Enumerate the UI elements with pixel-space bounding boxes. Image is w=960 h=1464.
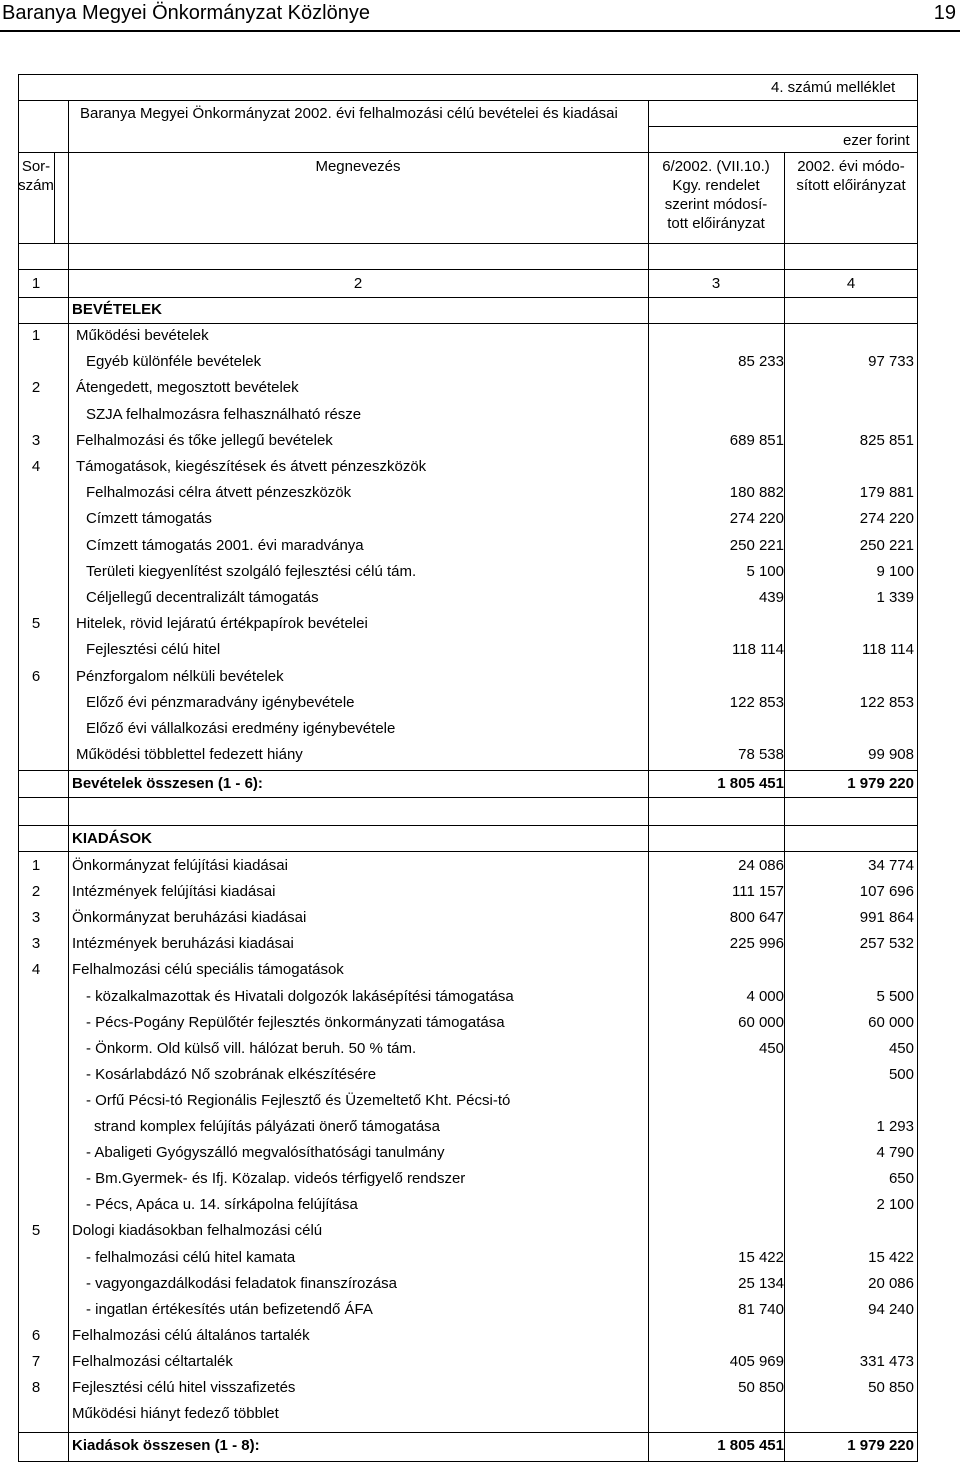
row-label: Működési többlettel fedezett hiány: [76, 746, 303, 764]
row-value-modified: 331 473: [859, 1352, 914, 1370]
expenditure-row: [0, 1401, 960, 1427]
row-label: Intézmények felújítási kiadásai: [72, 883, 276, 901]
row-label: Előző évi vállalkozási eredmény igénybevétele: [86, 720, 396, 737]
row-value-modified: 257 532: [859, 935, 914, 953]
row-value-modified: 60 000: [868, 1013, 914, 1031]
row-value-modified: 250 221: [859, 536, 914, 554]
row-number: 3: [31, 431, 41, 449]
document-title: Baranya Megyei Önkormányzat 2002. évi felhalmozási célú bevételei és kiadásai: [80, 105, 618, 122]
col-header-name: Megnevezés: [315, 158, 401, 175]
expenditure-row: [0, 1062, 960, 1088]
expenditure-row: [0, 1245, 960, 1271]
row-label: Felhalmozási céltartalék: [72, 1352, 233, 1370]
row-value-original: 15 422: [738, 1248, 784, 1266]
row-value-modified: 122 853: [859, 693, 914, 711]
row-label: Pénzforgalom nélküli bevételek: [76, 667, 284, 685]
expenditure-row: [0, 879, 960, 905]
col-header-no-2: szám: [18, 177, 54, 194]
row-value-original: 122 853: [729, 693, 784, 711]
row-value-modified: 107 696: [859, 883, 914, 901]
expenditure-row: [0, 1010, 960, 1036]
row-value-original: 1 805 451: [717, 1437, 784, 1454]
expenditure-total-row: [0, 1433, 960, 1459]
col-header-4-line2: sított előirányzat: [796, 177, 906, 194]
row-value-original: 180 882: [729, 484, 784, 502]
expenditure-row: [0, 984, 960, 1010]
revenue-total-row: [0, 771, 960, 797]
row-label: Bevételek összesen (1 - 6):: [72, 775, 263, 792]
row-label: - Pécs, Apáca u. 14. sírkápolna felújítása: [86, 1196, 358, 1214]
expenditure-row: [0, 1218, 960, 1244]
row-value-original: 405 969: [729, 1352, 784, 1370]
row-number: 3: [31, 935, 41, 953]
row-label: - vagyongazdálkodási feladatok finanszírozása: [86, 1274, 398, 1292]
row-label: Területi kiegyenlítést szolgáló fejlesztési célú tám.: [86, 562, 417, 580]
row-label: Kiadások összesen (1 - 8):: [72, 1437, 260, 1454]
row-label: Működési hiányt fedező többlet: [72, 1405, 279, 1423]
row-number: 7: [31, 1352, 41, 1370]
rule: [18, 851, 918, 852]
row-value-original: 274 220: [729, 510, 784, 528]
expenditure-row: [0, 957, 960, 983]
revenue-row: [0, 664, 960, 690]
row-value-original: 50 850: [738, 1379, 784, 1396]
col-header-3-line4: tott előirányzat: [667, 215, 765, 232]
unit-label: ezer forint: [843, 132, 910, 149]
rule: [648, 126, 918, 127]
row-number: 5: [31, 1222, 41, 1240]
revenue-row: [0, 637, 960, 663]
row-value-modified: 650: [888, 1170, 914, 1188]
row-label: strand komplex felújítás pályázati önerő támogatása: [94, 1118, 441, 1135]
expenditure-row: [0, 1349, 960, 1375]
row-label: - ingatlan értékesítés után befizetendő ÁFA: [86, 1300, 373, 1318]
expenditure-heading: KIADÁSOK: [72, 830, 153, 847]
row-value-modified: 500: [888, 1065, 914, 1083]
row-label: - közalkalmazottak és Hivatali dolgozók lakásépítési támogatása: [86, 987, 514, 1005]
row-value-original: 689 851: [729, 431, 784, 449]
expenditure-row: [0, 1192, 960, 1218]
row-label: Működési bevételek: [76, 327, 209, 344]
row-value-original: 118 114: [732, 641, 784, 659]
row-value-modified: 94 240: [868, 1300, 914, 1318]
row-value-modified: 5 500: [876, 987, 914, 1005]
row-label: Támogatások, kiegészítések és átvett pénzeszközök: [76, 458, 427, 475]
row-value-modified: 1 979 220: [847, 775, 914, 792]
row-value-original: 81 740: [738, 1300, 784, 1318]
row-label: Felhalmozási és tőke jellegű bevételek: [76, 431, 333, 449]
revenue-row: [0, 506, 960, 532]
row-value-original: 4 000: [746, 987, 784, 1005]
row-label: Előző évi pénzmaradvány igénybevétele: [86, 693, 355, 711]
row-number: 4: [31, 458, 41, 475]
row-value-modified: 20 086: [868, 1274, 914, 1292]
row-value-modified: 1 339: [876, 589, 914, 606]
rule: [18, 797, 918, 798]
col-index-2: 2: [353, 275, 363, 292]
revenue-row: [0, 323, 960, 349]
revenue-row: [0, 533, 960, 559]
row-value-modified: 9 100: [876, 562, 914, 580]
row-label: Címzett támogatás 2001. évi maradványa: [86, 536, 364, 554]
row-label: Hitelek, rövid lejáratú értékpapírok bevételei: [76, 615, 368, 633]
row-label: Egyéb különféle bevételek: [86, 353, 262, 371]
page-number: 19: [933, 2, 956, 24]
row-label: - Orfű Pécsi-tó Regionális Fejlesztő és Üzemeltető Kht. Pécsi-tó: [86, 1091, 511, 1109]
col-header-4-line1: 2002. évi módo-: [797, 158, 905, 175]
col-index-1: 1: [31, 275, 41, 292]
row-label: - felhalmozási célú hitel kamata: [86, 1248, 296, 1266]
expenditure-row: [0, 905, 960, 931]
row-value-modified: 179 881: [859, 484, 914, 502]
revenue-row: [0, 742, 960, 768]
row-value-original: 1 805 451: [717, 775, 784, 792]
row-label: - Abaligeti Gyógyszálló megvalósíthatósági tanulmány: [86, 1144, 445, 1162]
row-value-original: 450: [758, 1039, 784, 1057]
row-value-original: 439: [758, 589, 784, 606]
row-label: Címzett támogatás: [86, 510, 212, 528]
row-number: 2: [31, 379, 41, 397]
row-label: - Pécs-Pogány Repülőtér fejlesztés önkormányzati támogatása: [86, 1013, 505, 1031]
annex-label: 4. számú melléklet: [771, 79, 896, 96]
revenue-row: [0, 559, 960, 585]
expenditure-row: [0, 1114, 960, 1140]
expenditure-row: [0, 1375, 960, 1401]
row-value-modified: 991 864: [859, 909, 914, 927]
row-number: 3: [31, 909, 41, 927]
row-value-modified: 1 979 220: [847, 1437, 914, 1454]
revenue-row: [0, 716, 960, 742]
row-value-original: 800 647: [729, 909, 784, 927]
col-header-no-1: Sor-: [21, 158, 51, 175]
expenditure-row: [0, 1166, 960, 1192]
row-number: 5: [31, 615, 41, 633]
row-value-original: 5 100: [746, 562, 784, 580]
revenue-row: [0, 375, 960, 401]
row-value-modified: 15 422: [868, 1248, 914, 1266]
rule: [18, 243, 918, 244]
col-header-3-line1: 6/2002. (VII.10.): [662, 158, 770, 175]
expenditure-row: [0, 1297, 960, 1323]
row-value-original: 24 086: [738, 857, 784, 874]
row-value-modified: 99 908: [868, 746, 914, 764]
revenue-row: [0, 428, 960, 454]
expenditure-row: [0, 1036, 960, 1062]
row-value-original: 250 221: [729, 536, 784, 554]
row-value-modified: 2 100: [876, 1196, 914, 1214]
row-value-original: 85 233: [738, 353, 784, 371]
expenditure-row: [0, 1323, 960, 1349]
row-label: Dologi kiadásokban felhalmozási célú: [72, 1222, 323, 1240]
row-value-modified: 97 733: [868, 353, 914, 371]
row-label: Fejlesztési célú hitel: [86, 641, 221, 659]
row-label: Önkormányzat felújítási kiadásai: [72, 857, 288, 874]
row-number: 8: [31, 1379, 41, 1396]
row-label: Felhalmozási célra átvett pénzeszközök: [86, 484, 352, 502]
row-number: 6: [31, 667, 41, 685]
expenditure-row: [0, 1088, 960, 1114]
row-number: 4: [31, 961, 41, 979]
row-label: - Kosárlabdázó Nő szobrának elkészítésére: [86, 1065, 377, 1083]
col-divider: [54, 152, 55, 243]
row-value-modified: 4 790: [876, 1144, 914, 1162]
row-label: Felhalmozási célú általános tartalék: [72, 1326, 310, 1344]
row-label: Fejlesztési célú hitel visszafizetés: [72, 1379, 296, 1396]
row-value-modified: 1 293: [876, 1118, 914, 1135]
row-label: SZJA felhalmozásra felhasználható része: [86, 405, 362, 423]
col-index-4: 4: [846, 275, 856, 292]
revenue-row: [0, 349, 960, 375]
col-header-3-line3: szerint módosí-: [664, 196, 768, 213]
row-value-modified: 274 220: [859, 510, 914, 528]
row-value-modified: 825 851: [859, 431, 914, 449]
rule: [18, 825, 918, 826]
row-value-original: 78 538: [738, 746, 784, 764]
row-label: Átengedett, megosztott bevételek: [76, 379, 299, 397]
col-index-3: 3: [711, 275, 721, 292]
row-value-original: 60 000: [738, 1013, 784, 1031]
expenditure-row: [0, 1140, 960, 1166]
rule: [18, 100, 918, 101]
row-label: Felhalmozási célú speciális támogatások: [72, 961, 344, 979]
revenue-row: [0, 690, 960, 716]
page-header: [0, 0, 960, 32]
row-label: - Bm.Gyermek- és Ifj. Közalap. videós térfigyelő rendszer: [86, 1170, 466, 1188]
expenditure-row: [0, 931, 960, 957]
expenditure-row: [0, 853, 960, 879]
revenue-row: [0, 402, 960, 428]
row-number: 2: [31, 883, 41, 901]
rule: [18, 152, 918, 153]
revenue-row: [0, 611, 960, 637]
row-number: 6: [31, 1326, 41, 1344]
row-label: Intézmények beruházási kiadásai: [72, 935, 294, 953]
revenue-row: [0, 585, 960, 611]
row-number: 1: [31, 327, 41, 344]
rule: [18, 269, 918, 270]
revenue-heading: BEVÉTELEK: [72, 301, 163, 318]
revenue-row: [0, 454, 960, 480]
revenue-row: [0, 480, 960, 506]
row-value-modified: 118 114: [862, 641, 914, 659]
rule: [18, 297, 918, 298]
row-label: Önkormányzat beruházási kiadásai: [72, 909, 307, 927]
row-number: 1: [31, 857, 41, 874]
col-header-3-line2: Kgy. rendelet: [672, 177, 760, 194]
header-divider: [0, 30, 960, 32]
publication-title: Baranya Megyei Önkormányzat Közlönye: [2, 2, 370, 24]
row-value-original: 225 996: [729, 935, 784, 953]
row-value-modified: 34 774: [868, 857, 914, 874]
row-value-original: 111 157: [732, 883, 784, 901]
row-value-modified: 450: [888, 1039, 914, 1057]
row-label: - Önkorm. Old külső vill. hálózat beruh. 50 % tám.: [86, 1039, 417, 1057]
row-value-modified: 50 850: [868, 1379, 914, 1396]
row-label: Céljellegű decentralizált támogatás: [86, 589, 319, 606]
row-value-original: 25 134: [738, 1274, 784, 1292]
expenditure-row: [0, 1271, 960, 1297]
